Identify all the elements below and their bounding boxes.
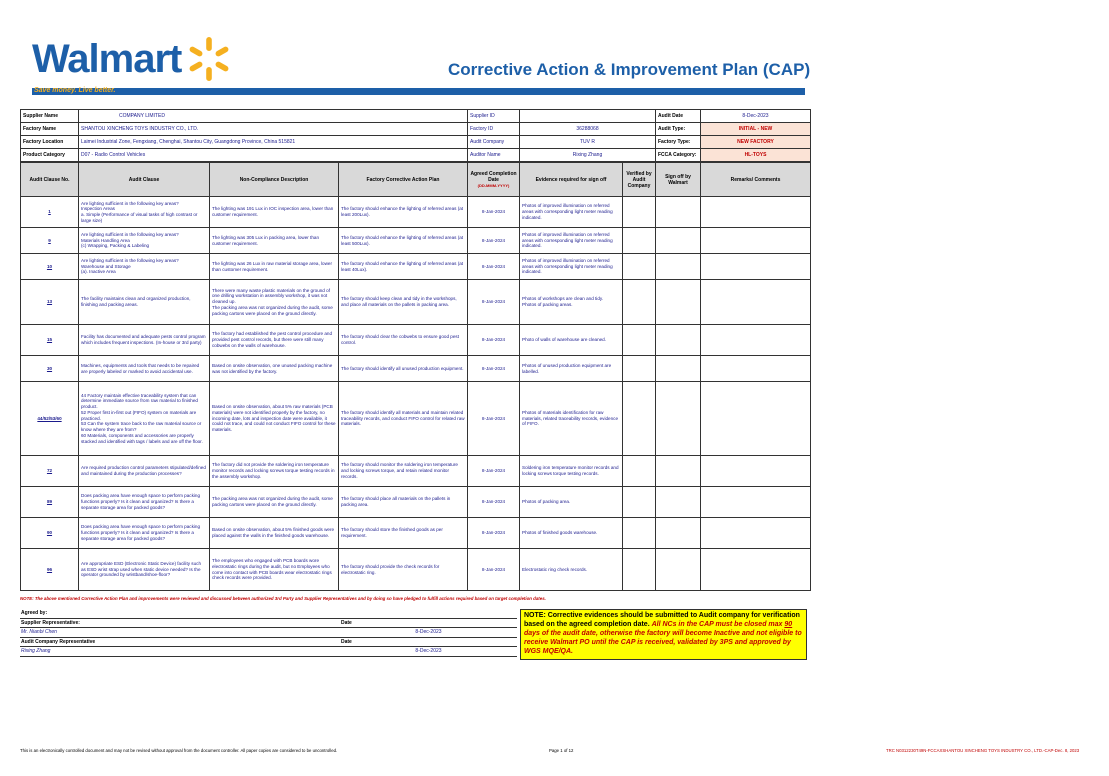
table-row <box>21 518 811 549</box>
signoff-cell <box>656 280 701 325</box>
remarks-cell <box>701 518 811 549</box>
supplier-rep-name: Mr. Nianbi Chen <box>20 628 340 638</box>
table-row <box>21 280 811 325</box>
closure-note-days: 90 <box>784 621 793 629</box>
audit-clause: Machines, equipments and tools that needs to be repaired are properly labeled or marked to avoid accidental use. <box>79 356 210 382</box>
verified-cell <box>623 280 656 325</box>
factory-id-label: Factory ID <box>468 123 520 136</box>
completion-date: 8-Jan-2024 <box>468 356 520 382</box>
signoff-cell <box>656 487 701 518</box>
audit-rep-label: Audit Company Representative <box>20 637 340 647</box>
signoff-cell <box>656 356 701 382</box>
remarks-cell <box>701 382 811 456</box>
supplier-rep-label: Supplier Representative: <box>20 618 340 628</box>
corrective-action: The factory should place all materials on the pallets in packing area. <box>339 487 468 518</box>
col-signoff: Sign off by Walmart <box>656 163 701 197</box>
factory-type-value: NEW FACTORY <box>701 136 811 149</box>
product-category-value: D07 - Radio Control Vehicles <box>79 149 468 162</box>
remarks-cell <box>701 356 811 382</box>
noncompliance-description: The lighting was 191 Lux in IOC inspection area, lower than customer requirement. <box>210 197 339 228</box>
completion-date: 8-Jan-2024 <box>468 456 520 487</box>
audit-company-label: Audit Company <box>468 136 520 149</box>
verified-cell <box>623 456 656 487</box>
signoff-cell <box>656 456 701 487</box>
verified-cell <box>623 197 656 228</box>
noncompliance-description: The factory had established the pest control procedure and provided pest control records, but there were still many cobwebs on the walls of warehouse. <box>210 325 339 356</box>
signoff-cell <box>656 518 701 549</box>
supplier-name-label: Supplier Name <box>21 110 79 123</box>
table-row <box>21 197 811 228</box>
logo-word: Walmart <box>32 36 182 81</box>
completion-date: 8-Jan-2024 <box>468 197 520 228</box>
product-category-label: Product Category <box>21 149 79 162</box>
remarks-cell <box>701 456 811 487</box>
audit-clause: The facility maintains clean and organized production, finishing and packing areas. <box>79 280 210 325</box>
verified-cell <box>623 325 656 356</box>
remarks-cell <box>701 254 811 280</box>
clause-number[interactable]: 96 <box>21 549 79 591</box>
verified-cell <box>623 518 656 549</box>
completion-date: 8-Jan-2024 <box>468 487 520 518</box>
noncompliance-description: The lighting was 26 Lux in raw material storage area, lower than customer requirement. <box>210 254 339 280</box>
factory-id-value: 36288068 <box>520 123 656 136</box>
audit-clause: Are lighting sufficient in the following key areas? Materials Handling Area (c) Wrapping, Packing & Labeling <box>79 228 210 254</box>
remarks-cell <box>701 325 811 356</box>
closure-note-box <box>520 609 807 660</box>
noncompliance-description: The packing area was not organized during the audit, some packing cartons were placed on the ground directly. <box>210 487 339 518</box>
tagline-bar <box>32 88 805 95</box>
evidence-required: Photos of improved illumination on referred areas with corresponding light meter reading indicated. <box>520 254 623 280</box>
completion-date: 8-Jan-2024 <box>468 280 520 325</box>
footer-disclaimer: This is an electronically controlled document and may not be revised without approval from the document controller. All paper copies are considered to be uncontrolled. <box>20 748 338 753</box>
spark-icon <box>185 35 233 83</box>
audit-clause: Are lighting sufficient in the following key areas? Inspection Areas a. Simple (Performance of visual tasks of high contrast or large size) <box>79 197 210 228</box>
closure-note-red-2: days of the audit date, otherwise the factory will become Inactive and not eligible to receive Walmart PO until the CAP is received, validated by 3PS and approved by WGS MQE/QA. <box>524 630 802 656</box>
evidence-required: Photos of unused production equipment are labelled. <box>520 356 623 382</box>
corrective-action: The factory should identify all unused production equipment. <box>339 356 468 382</box>
table-row <box>21 456 811 487</box>
signoff-cell <box>656 382 701 456</box>
evidence-required: Photos of improved illumination on referred areas with corresponding light meter reading indicated. <box>520 197 623 228</box>
clause-number[interactable]: 10 <box>21 254 79 280</box>
corrective-action: The factory should provide the check records for electrostatic ring. <box>339 549 468 591</box>
clause-number[interactable]: 72 <box>21 456 79 487</box>
verified-cell <box>623 382 656 456</box>
noncompliance-description: The employees who engaged with PCB boards wore electrostatic rings during the audit, but no Employees who come into contact with PCB boards wear electrostatic rings check records were provided. <box>210 549 339 591</box>
completion-date: 8-Jan-2024 <box>468 254 520 280</box>
clause-number[interactable]: 90 <box>21 518 79 549</box>
col-remarks: Remarks/ Comments <box>701 163 811 197</box>
audit-company-value: TUV R <box>520 136 656 149</box>
supplier-id-label: Supplier ID <box>468 110 520 123</box>
table-row <box>21 228 811 254</box>
footer-document-id: TRC N0312230T49N-FCCAXSHANTOU XINCHENG TOYS INDUSTRY CO., LTD.-CAP-Dec. 8, 2023 <box>886 748 1080 753</box>
auditor-name-value: Rixing Zhang <box>520 149 656 162</box>
audit-type-label: Audit Type: <box>656 123 701 136</box>
audit-clause: Does packing area have enough space to perform packing functions properly? Is it clean and organized? Is there a separate storage area for packed goods? <box>79 518 210 549</box>
noncompliance-description: The lighting was 305 Lux in packing area, lower than customer requirement. <box>210 228 339 254</box>
audit-clause: Are appropriate ESD (Electronic Static Device) facility such as ESD wrist strap used when static device needed? Is the operator grounded by wristband/shoe-floor? <box>79 549 210 591</box>
noncompliance-description: Based on onsite observation, about 5% raw materials (PCB materials) were not identified properly by the factory, no incoming date, lots and inspection date were available, it could not trace, and could not conduct FIFO control for these materials. <box>210 382 339 456</box>
table-row <box>21 254 811 280</box>
corrective-action: The factory should enhance the lighting of referred areas (at least 500Lux). <box>339 228 468 254</box>
clause-number[interactable]: 15 <box>21 325 79 356</box>
audit-type-value: INITIAL - NEW <box>701 123 811 136</box>
audit-info-table <box>20 109 811 162</box>
col-clause-no: Audit Clause No. <box>21 163 79 197</box>
corrective-action: The factory should clear the cobwebs to ensure good pest control. <box>339 325 468 356</box>
closure-note-red-1: All NCs in the CAP must be closed max <box>651 621 783 629</box>
table-row <box>21 487 811 518</box>
noncompliance-description: Based on onsite observation, one unused packing machine was not identified by the factory. <box>210 356 339 382</box>
factory-name-value: SHANTOU XINCHENG TOYS INDUSTRY CO., LTD. <box>79 123 468 136</box>
signoff-cell <box>656 325 701 356</box>
factory-location-value: Laimei Industrial Zone, Fengxiang, Chenghai, Shantou City, Guangdong Province, China 515821 <box>79 136 468 149</box>
clause-number[interactable]: 9 <box>21 228 79 254</box>
remarks-cell <box>701 487 811 518</box>
fcca-category-label: FCCA Category: <box>656 149 701 162</box>
verified-cell <box>623 228 656 254</box>
clause-number[interactable]: 44/52/53/60 <box>21 382 79 456</box>
agreed-by-table <box>20 609 517 657</box>
table-row <box>21 382 811 456</box>
completion-date: 8-Jan-2024 <box>468 549 520 591</box>
table-row <box>21 356 811 382</box>
supplier-name-value: COMPANY LIMITED <box>79 110 468 123</box>
evidence-required: Photos of finished goods warehouse. <box>520 518 623 549</box>
clause-number[interactable]: 13 <box>21 280 79 325</box>
walmart-logo <box>32 35 233 83</box>
noncompliance-description: The factory did not provide the soldering iron temperature monitor records and locking screws torque testing records in the assembly workshop. <box>210 456 339 487</box>
review-note: NOTE: The above mentioned Corrective Action Plan and improvements were reviewed and discussed between authorized 3rd Party and Supplier Representatives and by doing so have pledged to fulfill actions required based on target completion dates. <box>20 596 546 601</box>
audit-date-value: 8-Dec-2023 <box>701 110 811 123</box>
factory-location-label: Factory Location <box>21 136 79 149</box>
signoff-cell <box>656 254 701 280</box>
audit-sign-date: 8-Dec-2023 <box>340 647 517 657</box>
col-completion-label: Agreed Completion Date <box>470 171 517 183</box>
audit-clause: Are lighting sufficient in the following key areas? Warehouse and Storage (a). Inactive Area <box>79 254 210 280</box>
agreed-by-label: Agreed by: <box>20 609 340 618</box>
completion-date: 8-Jan-2024 <box>468 228 520 254</box>
fcca-category-value: HL-TOYS <box>701 149 811 162</box>
completion-date: 8-Jan-2024 <box>468 382 520 456</box>
verified-cell <box>623 356 656 382</box>
col-verified: Verified by Audit Company <box>623 163 656 197</box>
remarks-cell <box>701 280 811 325</box>
tagline: Save money. Live better. <box>34 87 116 94</box>
remarks-cell <box>701 549 811 591</box>
remarks-cell <box>701 197 811 228</box>
evidence-required: Photos of packing area. <box>520 487 623 518</box>
table-row <box>21 549 811 591</box>
col-completion-format: (DD-MMM-YYYY) <box>477 183 510 188</box>
noncompliance-description: Based on onsite observation, about 5% finished goods were placed against the walls in the finished goods warehouse. <box>210 518 339 549</box>
audit-rep-name: Rixing Zhang <box>20 647 340 657</box>
audit-date-label: Audit Date <box>656 110 701 123</box>
signoff-cell <box>656 549 701 591</box>
verified-cell <box>623 549 656 591</box>
table-row <box>21 325 811 356</box>
clause-number[interactable]: 89 <box>21 487 79 518</box>
evidence-required: Electrostatic ring check records. <box>520 549 623 591</box>
noncompliance-description: There were many waste plastic materials on the ground of one drilling workstation in assembly workshop, it was not cleaned up. The packing area was not organized during the audit, some packing cartons were placed on the ground directly. <box>210 280 339 325</box>
col-action: Factory Corrective Action Plan <box>339 163 468 197</box>
evidence-required: Photos of workshops are clean and tidy. Photos of packing areas. <box>520 280 623 325</box>
evidence-required: Photos of materials identification for raw materials, related traceability records, evidence of FIFO. <box>520 382 623 456</box>
signoff-cell <box>656 228 701 254</box>
supplier-id-value <box>520 110 656 123</box>
completion-date: 8-Jan-2024 <box>468 325 520 356</box>
corrective-action: The factory should keep clean and tidy in the workshops, and place all materials on the pallets in packing area. <box>339 280 468 325</box>
factory-type-label: Factory Type: <box>656 136 701 149</box>
remarks-cell <box>701 228 811 254</box>
page-title: Corrective Action & Improvement Plan (CAP) <box>448 60 811 79</box>
auditor-name-label: Auditor Name <box>468 149 520 162</box>
col-completion <box>468 163 520 197</box>
corrective-action: The factory should identify all materials and maintain related traceability records, and conduct FIFO control for related raw materials. <box>339 382 468 456</box>
col-noncompliance: Non-Compliance Description <box>210 163 339 197</box>
audit-date-label-2: Date <box>340 637 517 647</box>
factory-name-label: Factory Name <box>21 123 79 136</box>
verified-cell <box>623 254 656 280</box>
evidence-required: Photo of walls of warehouse are cleaned. <box>520 325 623 356</box>
footer-page-number: Page 1 of 12 <box>549 748 574 753</box>
corrective-action: The factory should enhance the lighting of referred areas (at least 40Lux). <box>339 254 468 280</box>
signoff-cell <box>656 197 701 228</box>
col-clause: Audit Clause <box>79 163 210 197</box>
clause-number[interactable]: 30 <box>21 356 79 382</box>
audit-clause: 44 Factory maintain effective traceability system that can determine immediate source from raw material to finished product. 52 Proper first in-first out (FIFO) system on materials are practiced. 53 Can the system trace back to the raw material source or know where they are from? 60 Materials, components and accessories are properly stacked and identified with tags / labels and are off the floor. <box>79 382 210 456</box>
closure-note-bold: NOTE: Corrective evidences should be submitted to Audit company for verification based on the agreed completion date. <box>524 612 800 629</box>
verified-cell <box>623 487 656 518</box>
audit-clause: Facility has documented and adequate pests control program which includes frequent inspections. (In-house or 3rd party) <box>79 325 210 356</box>
completion-date: 8-Jan-2024 <box>468 518 520 549</box>
cap-table <box>20 162 811 591</box>
supplier-date-label: Date <box>340 618 517 628</box>
corrective-action: The factory should store the finished goods as per requirement. <box>339 518 468 549</box>
audit-clause: Are required production control parameters stipulated/defined and maintained during the production processes? <box>79 456 210 487</box>
audit-clause: Does packing area have enough space to perform packing functions properly? Is it clean and organized? Is there a separate storage area for packed goods? <box>79 487 210 518</box>
evidence-required: Soldering iron temperature monitor records and locking screws torque testing records. <box>520 456 623 487</box>
corrective-action: The factory should monitor the soldering iron temperature and locking screws torque, and retain related monitor records. <box>339 456 468 487</box>
evidence-required: Photos of improved illumination on referred areas with corresponding light meter reading indicated. <box>520 228 623 254</box>
clause-number[interactable]: 1 <box>21 197 79 228</box>
supplier-sign-date: 8-Dec-2023 <box>340 628 517 638</box>
col-evidence: Evidence required for sign off <box>520 163 623 197</box>
corrective-action: The factory should enhance the lighting of referred areas (at least 200Lux). <box>339 197 468 228</box>
